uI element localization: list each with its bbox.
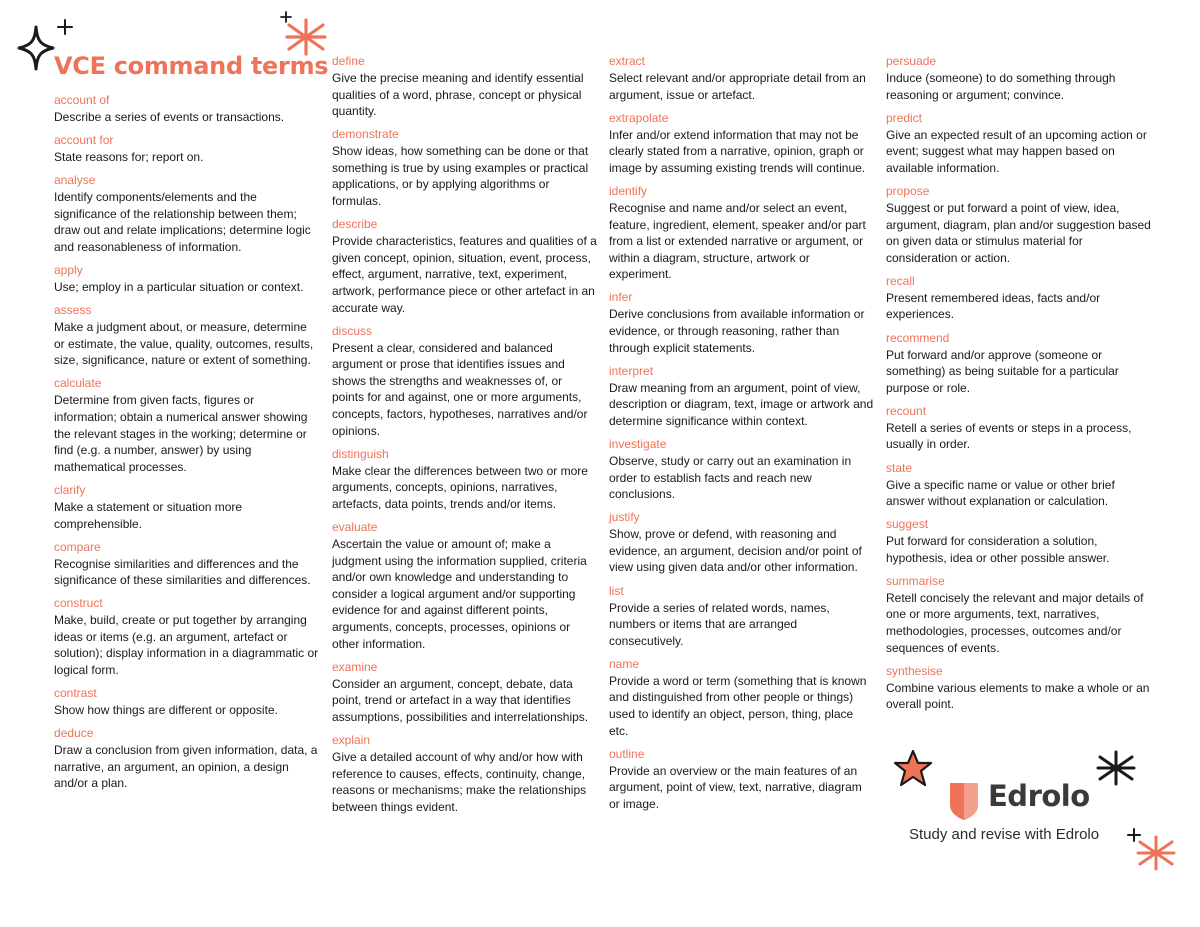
- term-name: deduce: [54, 726, 94, 741]
- term-entry: [54, 686, 319, 719]
- term-definition: Present a clear, considered and balanced argument or prose that identifies issues and shows the strengths and weaknesses of, or points for and against, one or more arguments, concepts, factors, hypotheses, narratives and/or opinions.: [332, 340, 588, 438]
- term-definition: Retell a series of events or steps in a process, usually in order.: [886, 420, 1132, 452]
- term-entry: [54, 303, 319, 369]
- term-definition: Recognise similarities and differences and the significance of these similarities and differences.: [54, 556, 311, 588]
- term-entry: [886, 664, 1151, 713]
- term-name: compare: [54, 539, 101, 554]
- term-entry: [886, 54, 1151, 103]
- term-definition: Provide characteristics, features and qualities of a given concept, opinion, situation, event, process, effect, argument, narrative, text, experiment, artwork, performance piece or other artefact in an accurate way.: [332, 234, 597, 315]
- term-definition: Draw a conclusion from given information, data, a narrative, an argument, an opinion, a design and/or a plan.: [54, 743, 318, 791]
- term-name: identify: [609, 183, 648, 198]
- term-definition: Select relevant and/or appropriate detail from an argument, issue or artefact.: [609, 71, 866, 102]
- term-definition: Provide a series of related words, names, numbers or items that are arranged consecutively.: [609, 600, 830, 648]
- term-entry: [886, 517, 1151, 566]
- term-definition: Provide an overview or the main features of an argument, point of view, text, narrative, diagram or image.: [609, 763, 862, 811]
- term-name: propose: [886, 183, 930, 198]
- term-entry: [609, 510, 874, 576]
- term-name: clarify: [54, 482, 86, 497]
- term-column-2: [332, 54, 597, 823]
- page-title: VCE command terms: [54, 52, 329, 80]
- term-entry: [886, 574, 1151, 656]
- term-entry: [886, 461, 1151, 510]
- term-definition: Describe a series of events or transactions.: [54, 110, 285, 124]
- term-definition: Show how things are different or opposite.: [54, 703, 278, 718]
- term-definition: Draw meaning from an argument, point of view, description or diagram, text, image or artwork and determine significance within context.: [609, 380, 874, 428]
- term-entry: [54, 596, 319, 678]
- term-name: investigate: [609, 437, 667, 451]
- term-name: construct: [54, 596, 103, 611]
- term-entry: [332, 660, 597, 726]
- term-name: assess: [54, 303, 92, 318]
- term-entry: [609, 184, 874, 283]
- term-entry: [332, 127, 597, 209]
- term-definition: Make a judgment about, or measure, determine or estimate, the value, quality, outcomes, results, size, significance, nature or extent of something.: [54, 320, 314, 368]
- term-entry: [886, 274, 1151, 323]
- term-definition: Make, build, create or put together by arranging ideas or items (e.g. an argument, artefact or solution); display information in a diagrammatic or logical form.: [54, 613, 319, 678]
- term-name: persuade: [886, 54, 937, 68]
- four-point-star-icon: [16, 24, 56, 72]
- term-name: demonstrate: [332, 127, 399, 142]
- term-entry: [609, 364, 874, 430]
- term-entry: [609, 111, 874, 177]
- term-name: apply: [54, 263, 83, 278]
- term-definition: Give an expected result of an upcoming action or event; suggest what may happen based on available information.: [886, 127, 1147, 175]
- term-name: suggest: [886, 517, 929, 532]
- term-definition: Put forward and/or approve (someone or something) as being suitable for a particular purpose or role.: [886, 347, 1119, 395]
- term-name: explain: [332, 732, 371, 747]
- term-definition: Present remembered ideas, facts and/or experiences.: [886, 290, 1101, 322]
- term-entry: [886, 184, 1151, 266]
- brand-tagline: Study and revise with Edrolo: [909, 826, 1100, 843]
- term-entry: [609, 290, 874, 356]
- term-column-1: [54, 93, 319, 800]
- term-definition: Make clear the differences between two or more arguments, concepts, opinions, narratives, artefacts, data points, trends and/or items.: [332, 463, 588, 511]
- term-name: analyse: [54, 173, 96, 188]
- term-name: list: [609, 583, 624, 598]
- term-name: distinguish: [332, 446, 389, 461]
- term-definition: Induce (someone) to do something through reasoning or argument; convince.: [886, 71, 1116, 102]
- term-entry: [54, 726, 319, 792]
- term-entry: [332, 447, 597, 513]
- term-entry: [54, 173, 319, 255]
- term-name: describe: [332, 217, 378, 232]
- term-name: extrapolate: [609, 110, 669, 125]
- term-name: synthesise: [886, 663, 943, 678]
- term-definition: State reasons for; report on.: [54, 150, 204, 165]
- term-definition: Put forward for consideration a solution, hypothesis, idea or other possible answer.: [886, 534, 1110, 565]
- term-entry: [332, 54, 597, 120]
- term-entry: [54, 540, 319, 589]
- term-definition: Infer and/or extend information that may not be clearly stated from a narrative, opinion, graph or image by assuming existing trends will continue.: [609, 127, 866, 175]
- term-entry: [54, 133, 319, 166]
- term-name: outline: [609, 746, 645, 761]
- term-entry: [332, 324, 597, 440]
- term-entry: [54, 263, 319, 296]
- term-definition: Identify components/elements and the significance of the relationship between them; draw out and relate implications; determine logic and reasonableness of information.: [54, 190, 311, 254]
- term-definition: Retell concisely the relevant and major details of one or more arguments, text, narratives, methodologies, processes, outcomes and/or sequences of events.: [886, 590, 1144, 655]
- asterisk-burst-icon: [284, 17, 328, 57]
- term-definition: Determine from given facts, figures or information; obtain a numerical answer showing the relevant stages in the working; determine or find (e.g. a number, answer) by using mathematical processes.: [54, 393, 308, 474]
- term-definition: Consider an argument, concept, debate, data point, trend or artefact in a way that identifies assumptions, possibilities and interrelationships.: [332, 676, 589, 724]
- term-entry: [886, 404, 1151, 453]
- term-name: discuss: [332, 323, 373, 338]
- term-entry: [332, 217, 597, 316]
- term-entry: [332, 733, 597, 815]
- asterisk-burst-icon: [1096, 750, 1136, 786]
- term-entry: [54, 483, 319, 532]
- edrolo-logo-icon: [948, 781, 980, 821]
- term-name: interpret: [609, 363, 654, 378]
- term-name: name: [609, 656, 640, 671]
- term-entry: [609, 437, 874, 503]
- term-column-3: [609, 54, 874, 820]
- term-definition: Observe, study or carry out an examination in order to establish facts and reach new conclusions.: [609, 454, 852, 502]
- star-icon: [891, 748, 935, 788]
- term-name: summarise: [886, 573, 945, 588]
- term-name: define: [332, 54, 365, 68]
- term-name: infer: [609, 290, 633, 305]
- plus-sparkle-icon: [57, 19, 73, 35]
- term-name: examine: [332, 659, 378, 674]
- term-entry: [54, 376, 319, 475]
- term-definition: Show, prove or defend, with reasoning and evidence, an argument, decision and/or point of view using given data and/or other information.: [609, 527, 862, 575]
- term-name: predict: [886, 110, 923, 125]
- term-definition: Recognise and name and/or select an event, feature, ingredient, element, speaker and/or part from a list or extended narrative or argument, or within a diagram, structure, artwork or experiment.: [609, 200, 866, 282]
- term-name: calculate: [54, 376, 102, 391]
- term-name: extract: [609, 54, 646, 68]
- term-definition: Give a detailed account of why and/or how with reference to causes, effects, continuity, change, reasons or mechanisms; make the relationships between things evident.: [332, 749, 587, 814]
- term-name: recount: [886, 403, 927, 418]
- term-definition: Give the precise meaning and identify essential qualities of a word, phrase, concept or physical quantity.: [332, 71, 584, 119]
- term-entry: [609, 747, 874, 813]
- term-entry: [886, 111, 1151, 177]
- term-entry: [332, 520, 597, 652]
- term-name: account for: [54, 133, 114, 148]
- term-definition: Derive conclusions from available information or evidence, or through reasoning, rather than through explicit statements.: [609, 307, 865, 355]
- term-definition: Ascertain the value or amount of; make a judgment using the information supplied, criteria and/or own knowledge and understanding to consider a logical argument and/or supporting evidence for and against different points, arguments, concepts, processes, opinions or other information.: [332, 536, 587, 651]
- term-name: recommend: [886, 330, 950, 345]
- term-definition: Use; employ in a particular situation or context.: [54, 280, 304, 295]
- term-definition: Show ideas, how something can be done or that something is true by using examples or practical applications, or by applying algorithms or formulas.: [332, 144, 589, 209]
- term-entry: [609, 657, 874, 739]
- term-name: contrast: [54, 686, 97, 701]
- term-name: evaluate: [332, 519, 378, 534]
- term-name: account of: [54, 93, 110, 107]
- term-name: recall: [886, 273, 915, 288]
- term-entry: [609, 584, 874, 650]
- term-definition: Combine various elements to make a whole or an overall point.: [886, 680, 1150, 712]
- term-definition: Make a statement or situation more comprehensible.: [54, 499, 243, 531]
- term-entry: [609, 54, 874, 103]
- term-name: state: [886, 460, 913, 475]
- term-name: justify: [609, 510, 640, 525]
- term-definition: Suggest or put forward a point of view, idea, argument, diagram, plan and/or suggestion based on given data or stimulus material for consideration or action.: [886, 200, 1151, 265]
- term-column-4: [886, 54, 1151, 720]
- term-entry: [54, 93, 319, 126]
- asterisk-burst-icon: [1135, 834, 1177, 872]
- term-definition: Give a specific name or value or other brief answer without explanation or calculation.: [886, 477, 1115, 509]
- brand-name: Edrolo: [988, 779, 1090, 813]
- term-entry: [886, 331, 1151, 397]
- term-definition: Provide a word or term (something that is known and distinguished from other people or things) used to identify an object, person, thing, place etc.: [609, 673, 867, 738]
